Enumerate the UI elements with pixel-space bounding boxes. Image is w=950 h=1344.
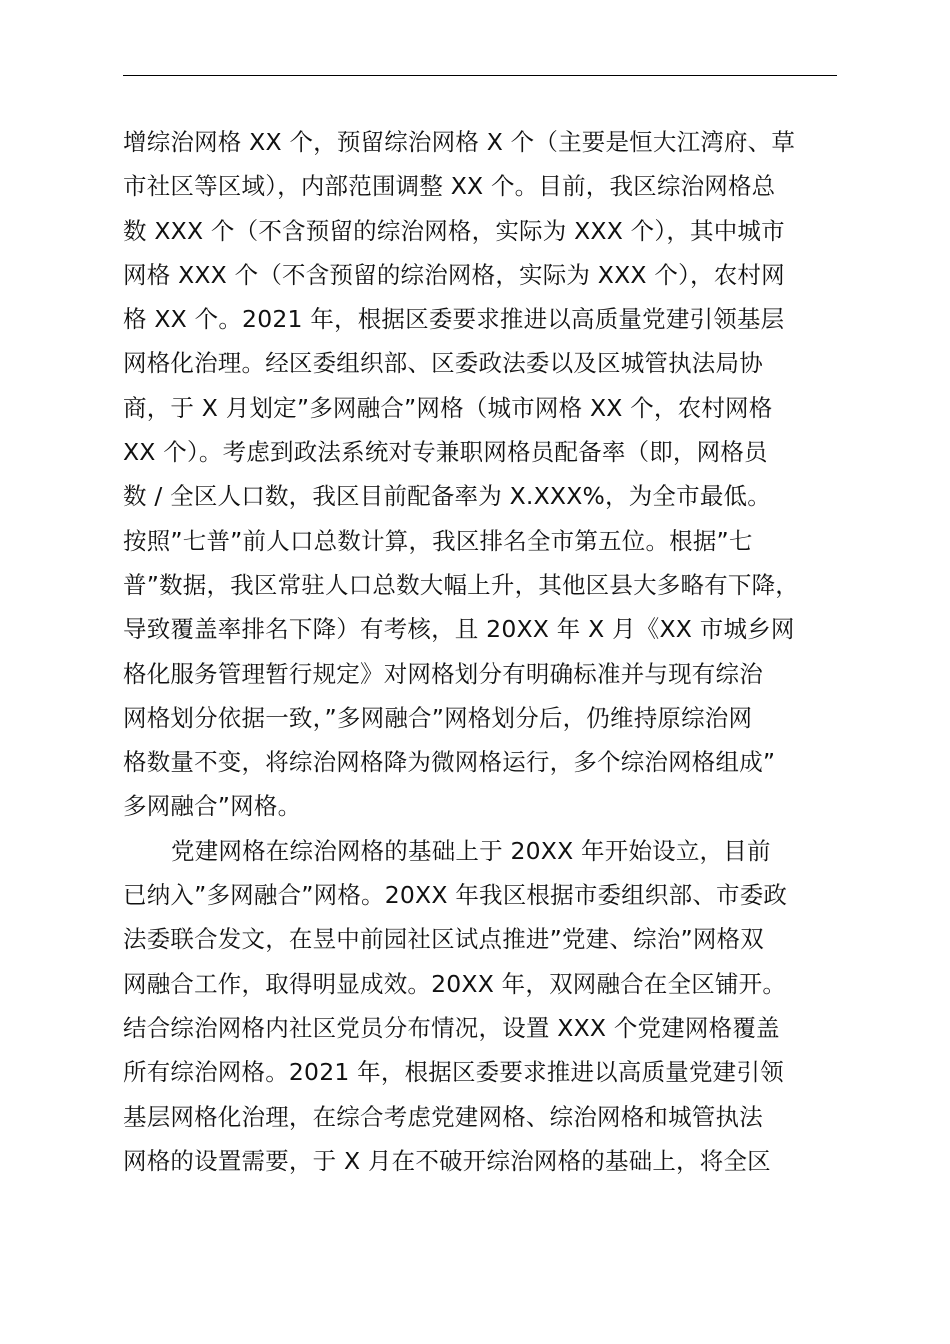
text-line: 市社区等区域），内部范围调整 XX 个。目前，我区综治网格总: [123, 172, 776, 201]
text-line: 按照”七普”前人口总数计算，我区排名全市第五位。根据”七: [123, 526, 753, 555]
header-rule: [123, 75, 837, 76]
text-line: 已纳入”多网融合”网格。20XX 年我区根据市委组织部、市委政: [123, 881, 788, 910]
text-line: 普”数据，我区常驻人口总数大幅上升，其他区县大多略有下降，: [123, 570, 799, 599]
text-line: 网融合工作，取得明显成效。20XX 年，双网融合在全区铺开。: [123, 969, 787, 998]
text-line: XX 个）。考虑到政法系统对专兼职网格员配备率（即，网格员: [123, 438, 768, 467]
text-line: 增综治网格 XX 个，预留综治网格 X 个（主要是恒大江湾府、草: [123, 128, 796, 156]
text-line: 网格划分依据一致，”多网融合”网格划分后，仍维持原综治网: [123, 703, 753, 732]
text-line: 结合综治网格内社区党员分布情况，设置 XXX 个党建网格覆盖: [123, 1013, 780, 1042]
text-line: 多网融合”网格。: [123, 792, 302, 821]
text-line: 法委联合发文，在昱中前园社区试点推进”党建、综治”网格双: [123, 925, 764, 954]
text-line: 商，于 X 月划定”多网融合”网格（城市网格 XX 个，农村网格: [123, 393, 773, 422]
text-line: 基层网格化治理，在综合考虑党建网格、综治网格和城管执法: [123, 1102, 763, 1131]
text-line: 格数量不变，将综治网格降为微网格运行，多个综治网格组成”: [123, 748, 776, 777]
text-line: 网格的设置需要，于 X 月在不破开综治网格的基础上，将全区: [123, 1146, 771, 1175]
paragraph-start-line: 党建网格在综治网格的基础上于 20XX 年开始设立，目前: [171, 836, 771, 865]
text-line: 数 XXX 个（不含预留的综治网格，实际为 XXX 个），其中城市: [123, 216, 785, 245]
text-line: 所有综治网格。2021 年，根据区委要求推进以高质量党建引领: [123, 1058, 784, 1087]
text-line: 格 XX 个。2021 年，根据区委要求推进以高质量党建引领基层: [123, 305, 785, 334]
document-body: [123, 124, 863, 1187]
text-line: 导致覆盖率排名下降）有考核，且 20XX 年 X 月《XX 市城乡网: [123, 615, 795, 644]
text-line: 格化服务管理暂行规定》对网格划分有明确标准并与现有综治: [123, 659, 763, 688]
text-line: 网格 XXX 个（不含预留的综治网格，实际为 XXX 个），农村网: [123, 260, 785, 289]
text-line: 网格化治理。经区委组织部、区委政法委以及区城管执法局协: [123, 349, 763, 378]
text-line: 数 / 全区人口数，我区目前配备率为 X.XXX%，为全市最低。: [123, 482, 771, 511]
